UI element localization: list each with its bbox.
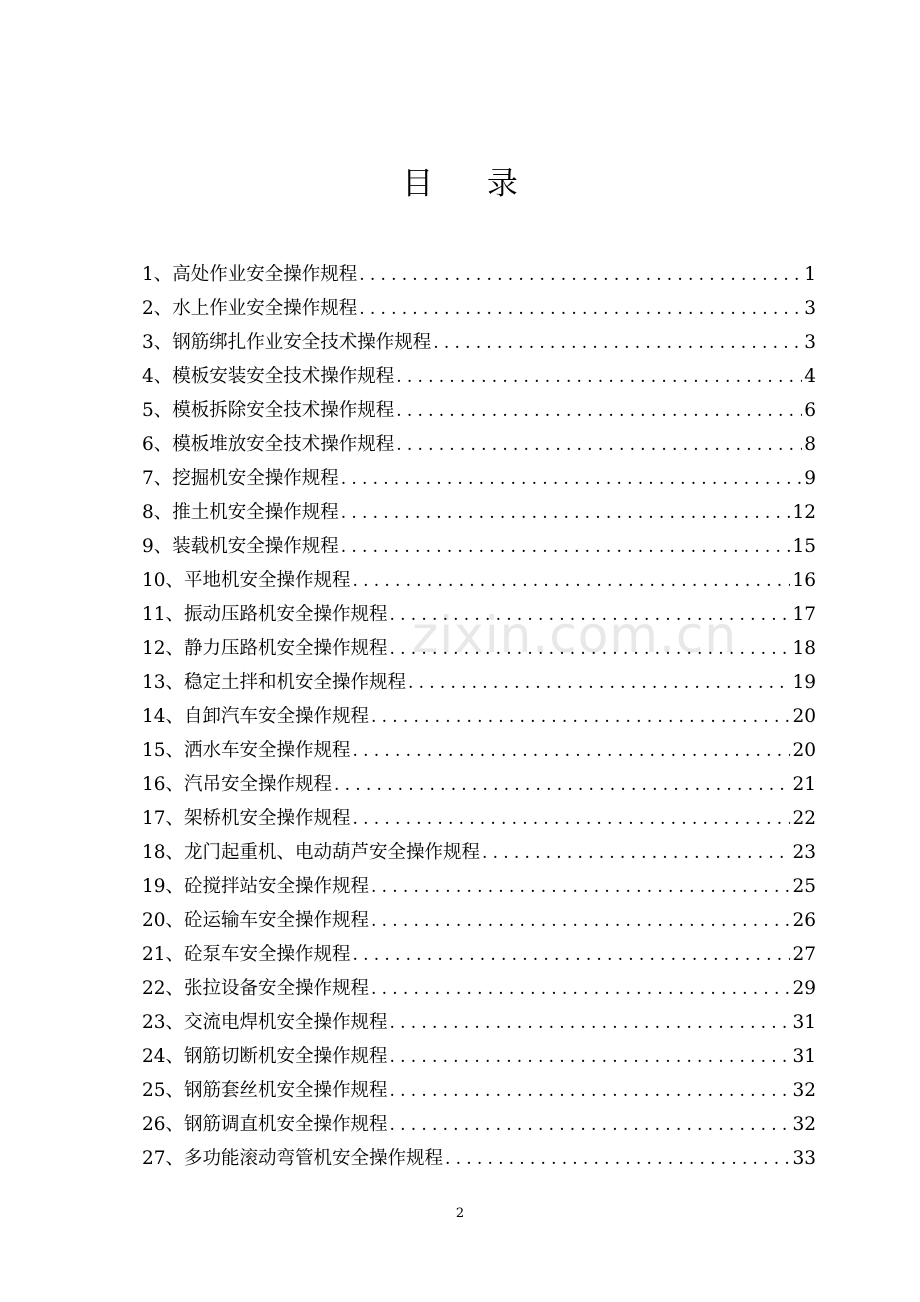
toc-entry-page: 1 — [804, 264, 816, 285]
toc-entry[interactable] — [142, 666, 816, 700]
toc-entry-title: 18、龙门起重机、电动葫芦安全操作规程 — [142, 842, 481, 863]
toc-entry-title: 24、钢筋切断机安全操作规程 — [142, 1046, 388, 1067]
toc-entry-page: 31 — [792, 1012, 816, 1033]
toc-entry-page: 3 — [804, 332, 816, 353]
toc-dot-leader — [390, 632, 791, 666]
toc-dot-leader — [390, 1108, 791, 1142]
toc-entry-page: 15 — [792, 536, 816, 557]
toc-dot-leader — [396, 428, 802, 462]
toc-dot-leader — [390, 1006, 791, 1040]
toc-entry[interactable] — [142, 802, 816, 836]
toc-entry[interactable] — [142, 1040, 816, 1074]
toc-dot-leader — [390, 598, 791, 632]
toc-entry-title: 1、高处作业安全操作规程 — [142, 264, 358, 285]
toc-dot-leader — [353, 938, 791, 972]
page-title: 目 录 — [402, 166, 540, 202]
toc-entry-page: 19 — [792, 672, 816, 693]
toc-entry-page: 25 — [792, 876, 816, 897]
toc-entry-page: 20 — [792, 740, 816, 761]
toc-entry[interactable] — [142, 292, 816, 326]
toc-entry-title: 20、砼运输车安全操作规程 — [142, 910, 370, 931]
toc-dot-leader — [390, 1040, 791, 1074]
toc-entry-title: 5、模板拆除安全技术操作规程 — [142, 400, 395, 421]
toc-dot-leader — [341, 496, 791, 530]
toc-entry[interactable] — [142, 394, 816, 428]
toc-entry-page: 3 — [804, 298, 816, 319]
toc-entry-page: 33 — [792, 1148, 816, 1169]
toc-entry-page: 12 — [792, 502, 816, 523]
toc-entry-title: 12、静力压路机安全操作规程 — [142, 638, 388, 659]
toc-dot-leader — [433, 326, 802, 360]
toc-dot-leader — [371, 870, 790, 904]
table-of-contents — [142, 258, 816, 1176]
toc-entry-page: 18 — [792, 638, 816, 659]
toc-entry-title: 13、稳定土拌和机安全操作规程 — [142, 672, 407, 693]
toc-entry-title: 22、张拉设备安全操作规程 — [142, 978, 370, 999]
toc-entry[interactable] — [142, 700, 816, 734]
toc-entry-title: 3、钢筋绑扎作业安全技术操作规程 — [142, 332, 432, 353]
toc-dot-leader — [396, 394, 802, 428]
toc-dot-leader — [482, 836, 790, 870]
toc-entry[interactable] — [142, 734, 816, 768]
toc-entry-page: 6 — [804, 400, 816, 421]
toc-entry-page: 32 — [792, 1114, 816, 1135]
toc-entry-title: 14、自卸汽车安全操作规程 — [142, 706, 370, 727]
toc-entry[interactable] — [142, 972, 816, 1006]
toc-entry-page: 32 — [792, 1080, 816, 1101]
toc-entry-page: 26 — [792, 910, 816, 931]
toc-entry[interactable] — [142, 632, 816, 666]
toc-dot-leader — [359, 292, 802, 326]
toc-entry-page: 31 — [792, 1046, 816, 1067]
toc-entry-title: 25、钢筋套丝机安全操作规程 — [142, 1080, 388, 1101]
toc-entry[interactable] — [142, 938, 816, 972]
toc-entry-title: 6、模板堆放安全技术操作规程 — [142, 434, 395, 455]
toc-dot-leader — [353, 802, 791, 836]
toc-entry-page: 27 — [792, 944, 816, 965]
toc-entry-page: 29 — [792, 978, 816, 999]
toc-entry[interactable] — [142, 1142, 816, 1176]
toc-entry-title: 11、振动压路机安全操作规程 — [142, 604, 388, 625]
toc-entry-title: 21、砼泵车安全操作规程 — [142, 944, 351, 965]
toc-entry-page: 21 — [792, 774, 816, 795]
toc-entry[interactable] — [142, 1006, 816, 1040]
toc-dot-leader — [371, 972, 790, 1006]
toc-dot-leader — [396, 360, 802, 394]
toc-entry-page: 20 — [792, 706, 816, 727]
toc-dot-leader — [371, 700, 790, 734]
toc-entry-title: 23、交流电焊机安全操作规程 — [142, 1012, 388, 1033]
toc-entry-page: 17 — [792, 604, 816, 625]
toc-dot-leader — [341, 530, 791, 564]
toc-entry[interactable] — [142, 1074, 816, 1108]
toc-entry-title: 16、汽吊安全操作规程 — [142, 774, 333, 795]
toc-entry[interactable] — [142, 462, 816, 496]
toc-entry[interactable] — [142, 428, 816, 462]
toc-entry-title: 17、架桥机安全操作规程 — [142, 808, 351, 829]
toc-entry-page: 4 — [804, 366, 816, 387]
watermark-text: zixin.com.cn — [412, 606, 738, 664]
toc-entry-title: 27、多功能滚动弯管机安全操作规程 — [142, 1148, 444, 1169]
toc-entry[interactable] — [142, 564, 816, 598]
toc-entry-title: 15、洒水车安全操作规程 — [142, 740, 351, 761]
toc-entry-title: 9、装载机安全操作规程 — [142, 536, 339, 557]
toc-entry[interactable] — [142, 836, 816, 870]
toc-entry[interactable] — [142, 768, 816, 802]
toc-entry-title: 2、水上作业安全操作规程 — [142, 298, 358, 319]
toc-entry-title: 19、砼搅拌站安全操作规程 — [142, 876, 370, 897]
toc-dot-leader — [359, 258, 802, 292]
toc-dot-leader — [353, 564, 791, 598]
toc-entry[interactable] — [142, 598, 816, 632]
toc-entry[interactable] — [142, 496, 816, 530]
toc-entry-page: 22 — [792, 808, 816, 829]
toc-entry-title: 8、推土机安全操作规程 — [142, 502, 339, 523]
toc-dot-leader — [341, 462, 802, 496]
toc-dot-leader — [408, 666, 790, 700]
toc-entry-page: 9 — [804, 468, 816, 489]
toc-entry-title: 7、挖掘机安全操作规程 — [142, 468, 339, 489]
toc-entry-title: 10、平地机安全操作规程 — [142, 570, 351, 591]
page-number: 2 — [455, 1206, 465, 1221]
toc-entry[interactable] — [142, 1108, 816, 1142]
toc-dot-leader — [371, 904, 790, 938]
toc-entry-title: 26、钢筋调直机安全操作规程 — [142, 1114, 388, 1135]
toc-entry[interactable] — [142, 870, 816, 904]
toc-entry[interactable] — [142, 530, 816, 564]
toc-entry-page: 16 — [792, 570, 816, 591]
toc-entry[interactable] — [142, 258, 816, 292]
toc-dot-leader — [353, 734, 791, 768]
toc-entry-page: 23 — [792, 842, 816, 863]
toc-dot-leader — [390, 1074, 791, 1108]
toc-entry-page: 8 — [804, 434, 816, 455]
toc-entry[interactable] — [142, 326, 816, 360]
toc-entry-title: 4、模板安装安全技术操作规程 — [142, 366, 395, 387]
toc-entry[interactable] — [142, 360, 816, 394]
toc-dot-leader — [334, 768, 790, 802]
toc-entry[interactable] — [142, 904, 816, 938]
toc-dot-leader — [445, 1142, 790, 1176]
